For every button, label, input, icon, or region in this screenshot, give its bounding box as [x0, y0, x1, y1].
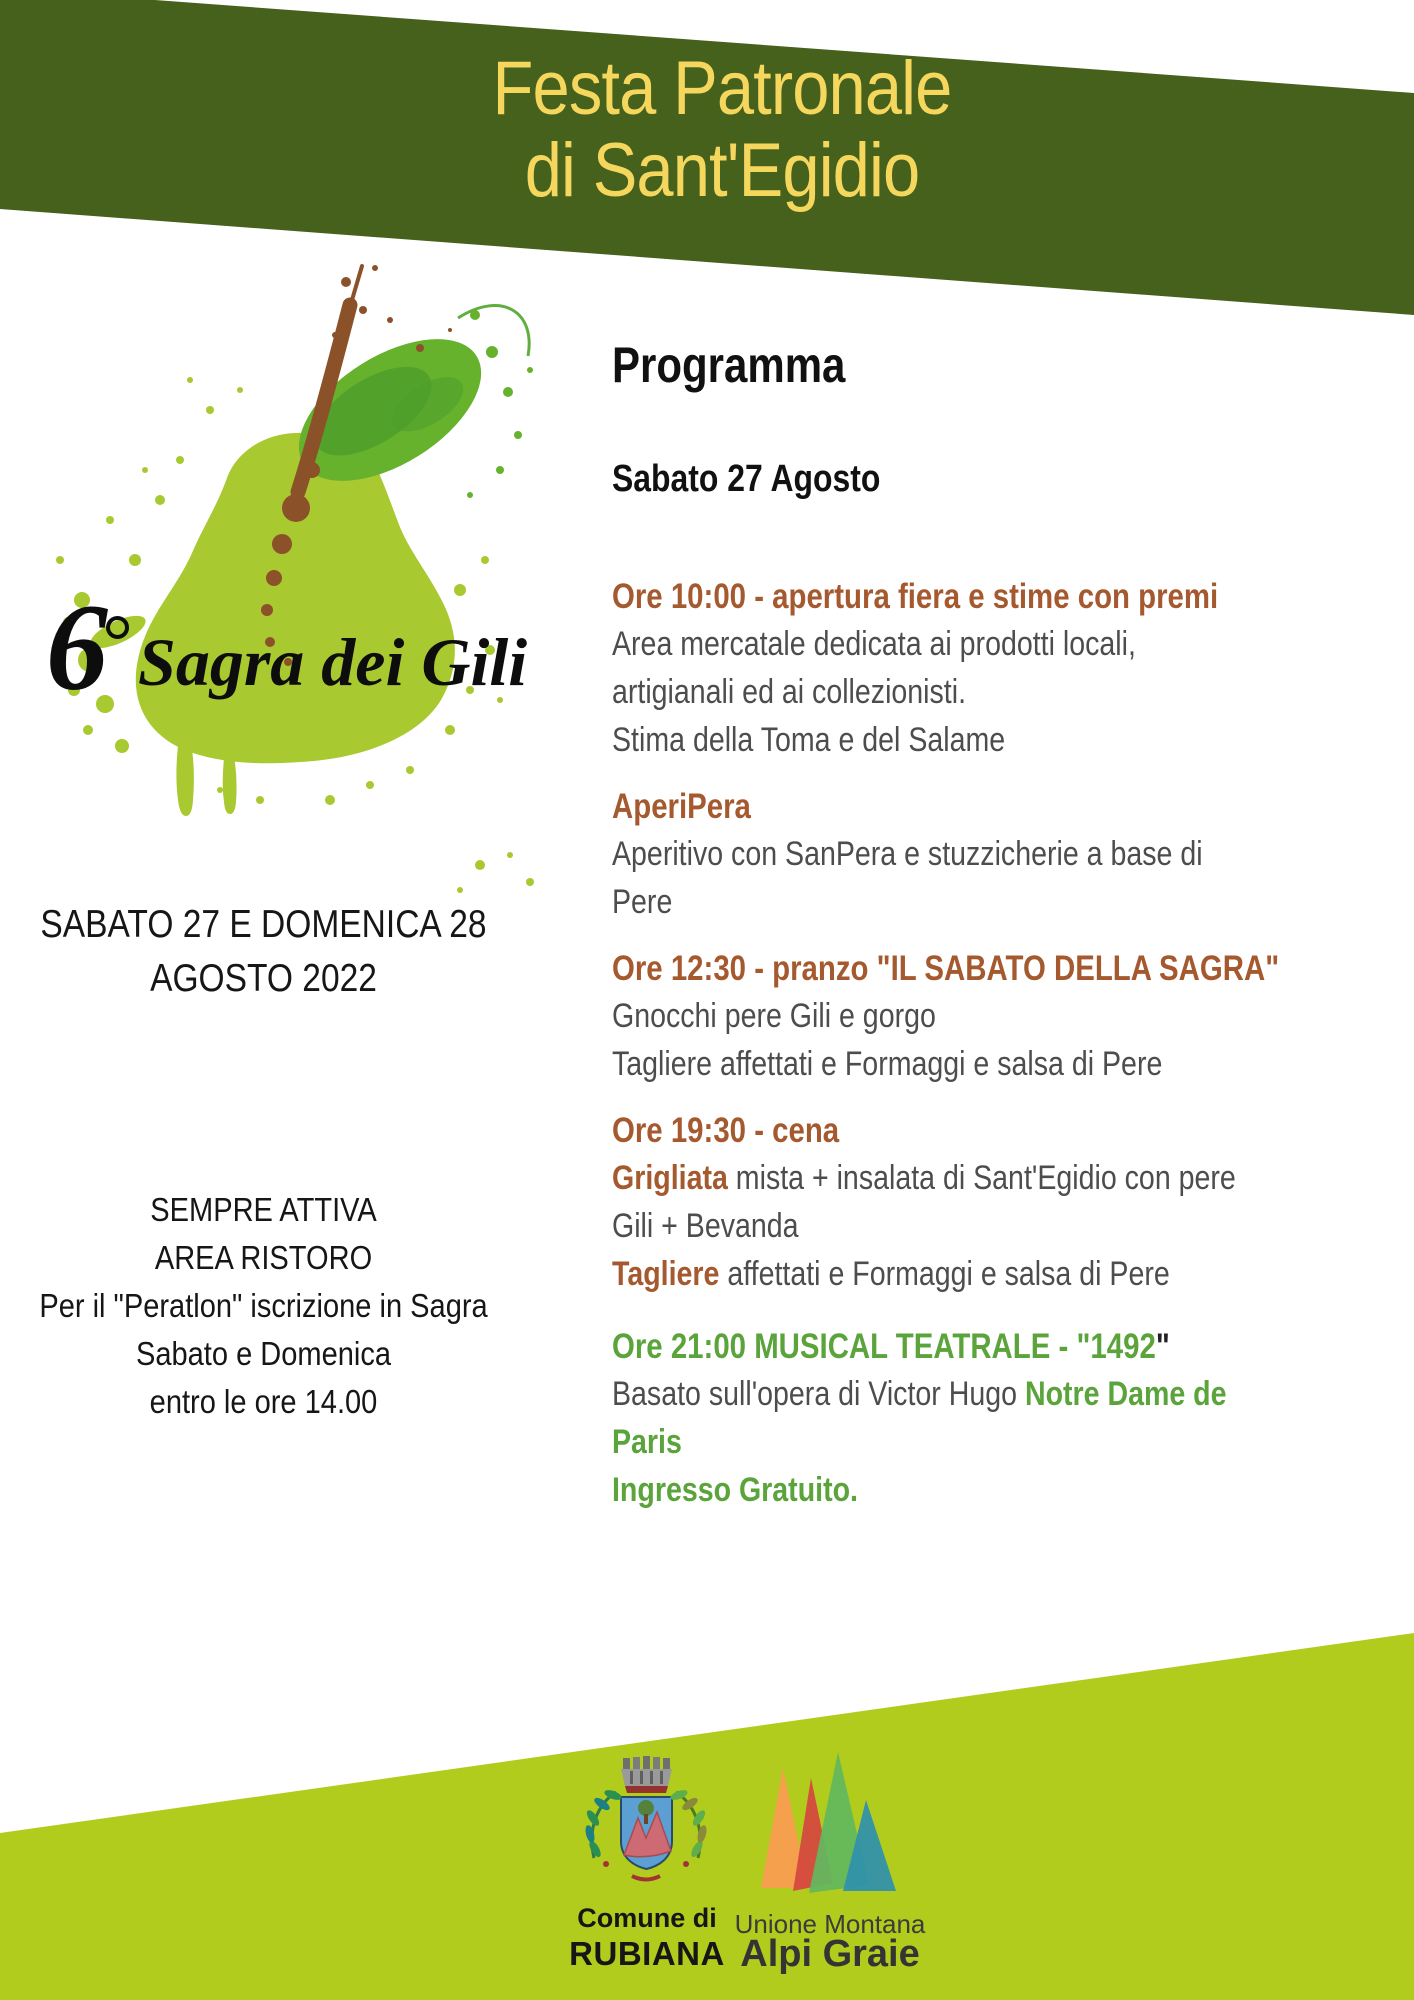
mural-crown-icon — [621, 1756, 672, 1793]
section-line: Stima della Toma e del Salame — [612, 721, 1006, 759]
comune-name: RUBIANA — [569, 1935, 725, 1972]
section-line: Area mercatale dedicata ai prodotti locali, — [612, 625, 1136, 663]
section-line — [612, 1255, 1170, 1294]
poster-title-line1: Festa Patronale — [492, 46, 952, 131]
section-heading: Ore 10:00 - apertura fiera e stime con premi — [612, 577, 1219, 616]
unione-label: Unione Montana — [734, 1909, 926, 1939]
dates-line2: AGOSTO 2022 — [150, 957, 377, 1000]
highlight-word: Notre Dame de — [1024, 1375, 1227, 1413]
info-line: entro le ore 14.00 — [149, 1383, 378, 1420]
rubiana-coat-of-arms — [576, 1756, 716, 1901]
info-line: AREA RISTORO — [154, 1239, 373, 1276]
event-dates — [37, 898, 490, 1006]
program-day: Sabato 27 Agosto — [612, 458, 881, 500]
section-heading — [612, 1327, 1170, 1367]
section-line: Paris — [612, 1423, 682, 1461]
comune-label: Comune di — [577, 1903, 717, 1933]
info-line: Sabato e Domenica — [135, 1335, 392, 1372]
section-line: Tagliere affettati e Formaggi e salsa di Pere — [612, 1045, 1163, 1083]
edition-number: 6 — [46, 579, 108, 716]
degree-symbol — [106, 616, 129, 639]
section-line — [612, 1375, 1227, 1414]
section-line: Pere — [612, 883, 673, 921]
highlight-word: Tagliere — [612, 1255, 720, 1293]
event-name: Sagra dei Gili — [138, 624, 528, 700]
section-heading: Ore 12:30 - pranzo "IL SABATO DELLA SAGRA" — [612, 949, 1280, 988]
section-heading: AperiPera — [612, 787, 751, 826]
line-gray-part: Basato sull'opera di Victor Hugo — [612, 1375, 1025, 1413]
highlight-word: Grigliata — [612, 1159, 728, 1197]
section-line: Gnocchi pere Gili e gorgo — [612, 997, 936, 1035]
line-rest: affettati e Formaggi e salsa di Pere — [719, 1255, 1170, 1293]
alpi-graie-logo — [753, 1750, 905, 1902]
mountains-icon — [761, 1752, 896, 1893]
heading-green-part: Ore 21:00 MUSICAL TEATRALE - "1492 — [612, 1327, 1156, 1366]
section-line: artigianali ed ai collezionisti. — [612, 673, 967, 711]
heading-dark-part: " — [1155, 1327, 1170, 1366]
line-rest: mista + insalata di Sant'Egidio con pere — [727, 1159, 1236, 1197]
program-title: Programma — [612, 337, 846, 393]
shield-icon — [621, 1797, 672, 1869]
dates-line1: SABATO 27 E DOMENICA 28 — [40, 903, 487, 946]
section-line: Aperitivo con SanPera e stuzzicherie a base di — [612, 835, 1203, 873]
event-title — [40, 579, 580, 740]
section-line: Ingresso Gratuito. — [612, 1471, 858, 1509]
info-block — [32, 1186, 496, 1426]
info-line: Per il "Peratlon" iscrizione in Sagra — [39, 1287, 488, 1324]
section-heading: Ore 19:30 - cena — [612, 1111, 840, 1150]
section-line: Gili + Bevanda — [612, 1207, 799, 1245]
section-line — [612, 1159, 1236, 1198]
unione-name: Alpi Graie — [740, 1933, 920, 1975]
info-line: SEMPRE ATTIVA — [150, 1191, 377, 1228]
poster-title-line2: di Sant'Egidio — [524, 128, 920, 213]
pear-illustration — [30, 260, 550, 900]
